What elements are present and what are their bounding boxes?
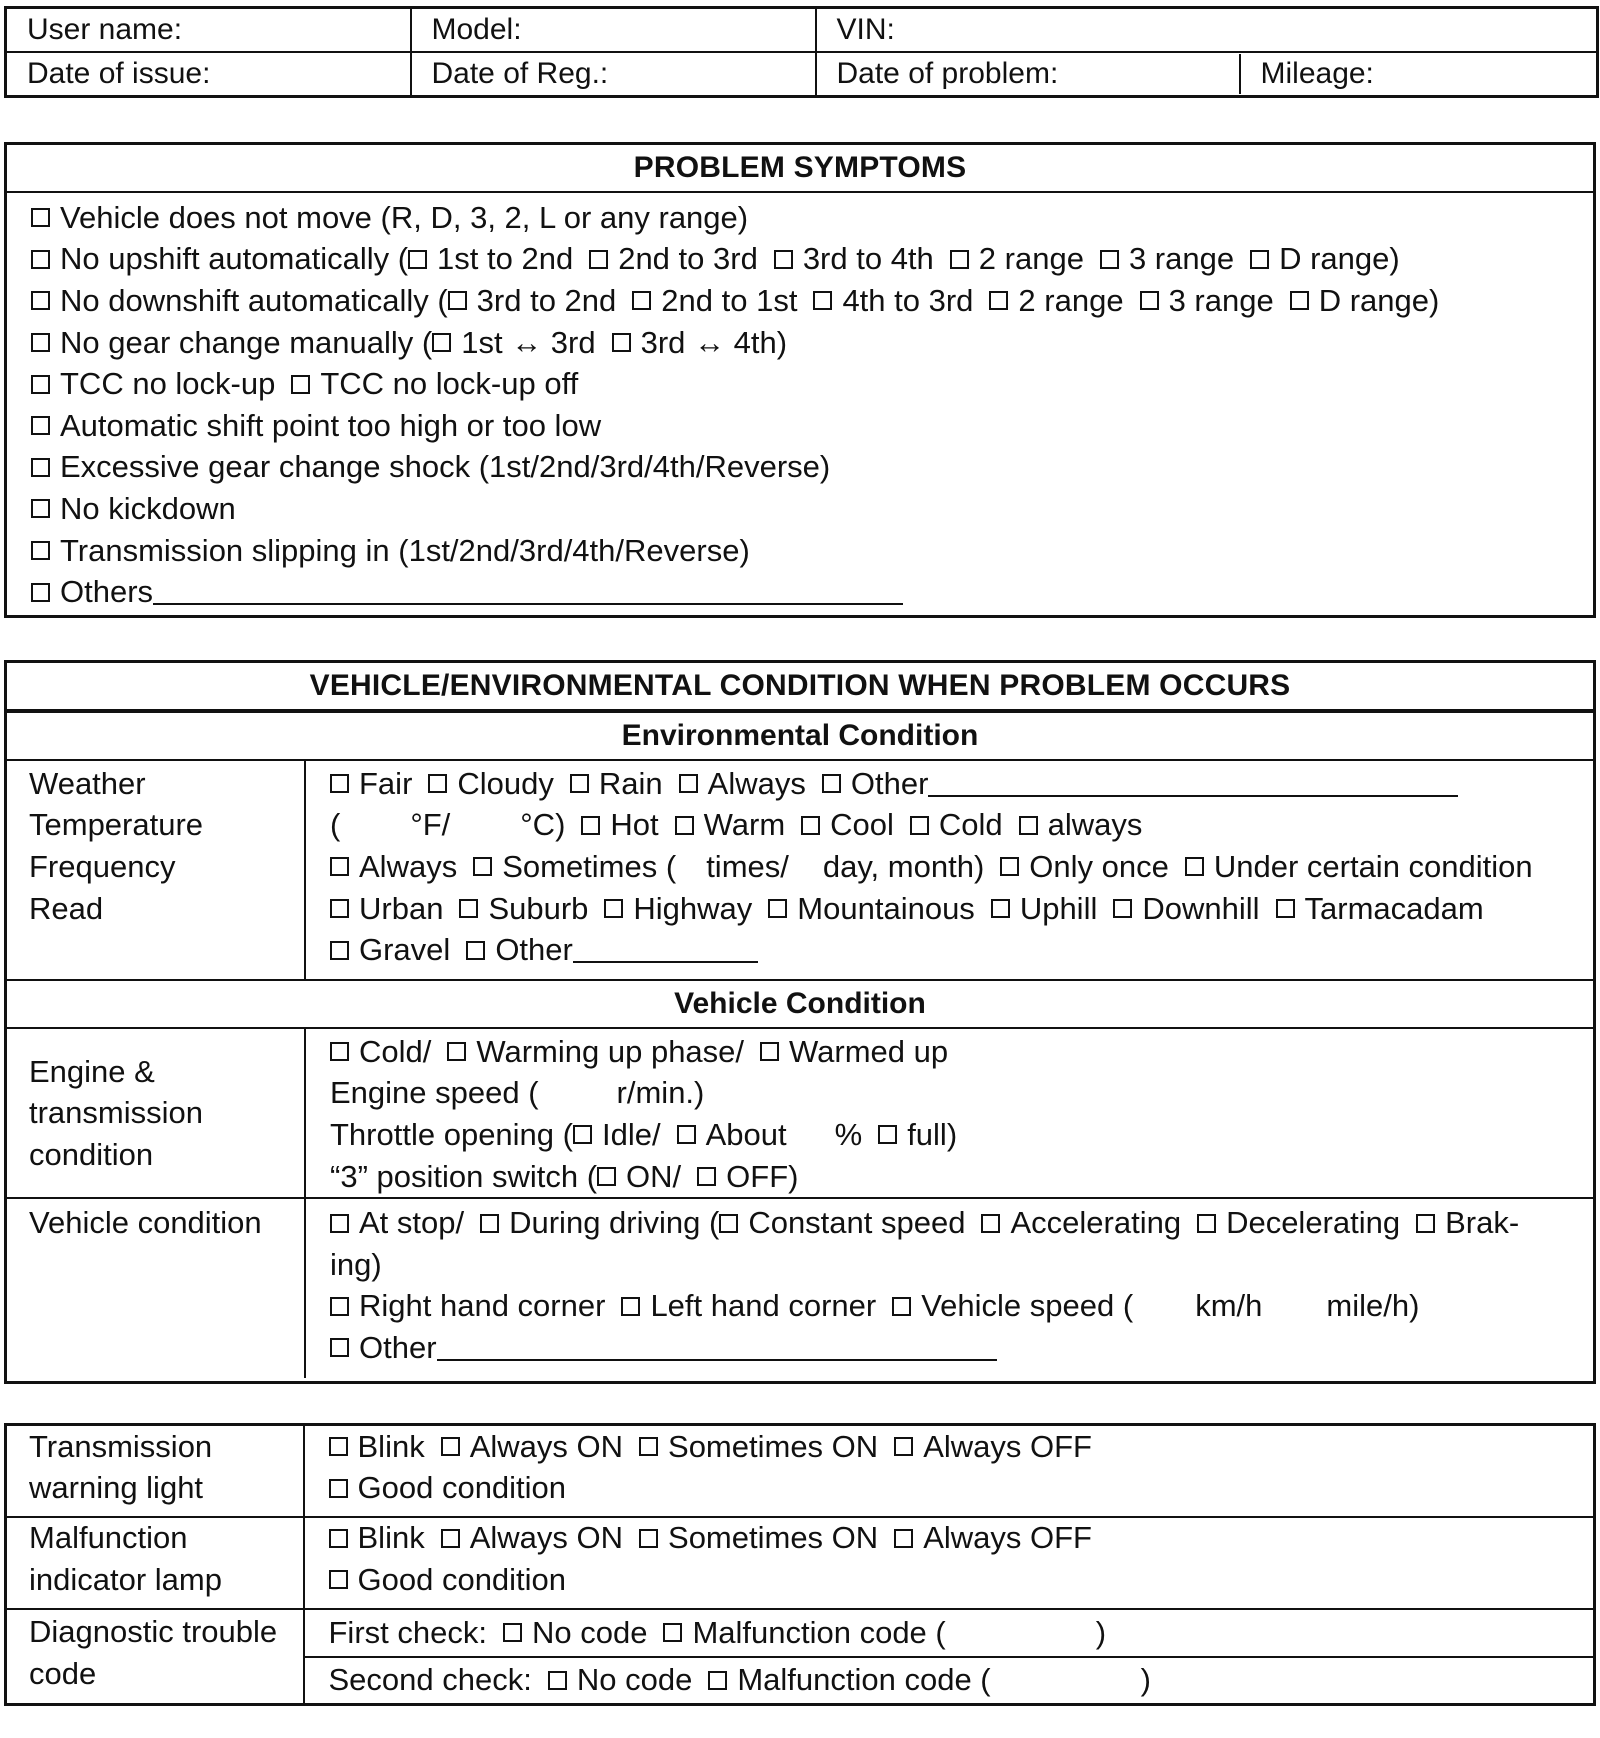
option-label: Cold/ — [359, 1033, 432, 1069]
dtc-label-cell — [6, 1609, 304, 1705]
vin-label: VIN: — [836, 13, 895, 46]
engine-speed-unit: r/min.) — [616, 1075, 705, 1111]
option-label: Rain — [598, 765, 663, 801]
option-label: Idle/ — [601, 1116, 661, 1152]
checkbox[interactable] — [604, 899, 623, 918]
option-label: 2 range — [978, 241, 1084, 277]
checkbox[interactable] — [31, 458, 50, 477]
vehicle-condition-label-cell — [7, 1198, 305, 1378]
checkbox[interactable] — [1140, 291, 1159, 310]
option-label: OFF) — [726, 1158, 799, 1194]
checkbox[interactable] — [589, 250, 608, 269]
checkbox[interactable] — [503, 1623, 522, 1642]
close-paren: ) — [1095, 1614, 1107, 1650]
driving-options-cont — [330, 1244, 1593, 1286]
mileage-field[interactable] — [1261, 57, 1374, 91]
checkbox[interactable] — [774, 250, 793, 269]
checkbox[interactable] — [408, 250, 427, 269]
option-label: Warming up phase/ — [476, 1033, 745, 1069]
date-of-reg-field[interactable] — [411, 52, 816, 97]
checkbox[interactable] — [892, 1297, 911, 1316]
driving-options — [330, 1202, 1593, 1244]
checkbox[interactable] — [894, 1437, 913, 1456]
option-label: Always — [359, 848, 458, 884]
symptom-label: No downshift automatically ( — [60, 282, 448, 318]
checkbox[interactable] — [329, 1529, 348, 1548]
symptom-line — [31, 239, 1593, 281]
checkbox[interactable] — [1019, 816, 1038, 835]
checkbox[interactable] — [1276, 899, 1295, 918]
option-label: Always — [707, 765, 806, 801]
checkbox[interactable] — [447, 1042, 466, 1061]
option-label: 3rd ↔ 4th) — [640, 324, 788, 360]
checkbox[interactable] — [330, 857, 349, 876]
twl-label-cell — [6, 1425, 304, 1517]
option-label: 2 range — [1018, 282, 1124, 318]
checkbox[interactable] — [31, 250, 50, 269]
option-label: ON/ — [626, 1158, 682, 1194]
corner-speed-options — [330, 1286, 1593, 1328]
option-label: Decelerating — [1226, 1205, 1401, 1241]
option-label: Other — [495, 932, 573, 968]
symptom-label: Excessive gear change shock (1st/2nd/3rd/4th/Reverse) — [60, 449, 831, 485]
checkbox[interactable] — [448, 291, 467, 310]
vehicle-other-line[interactable] — [437, 1335, 997, 1361]
option-label: Urban — [359, 890, 444, 926]
temp-f-label: °F/ — [410, 807, 451, 843]
twl-values — [304, 1425, 1595, 1517]
symptom-label: No gear change manually ( — [60, 324, 433, 360]
checkbox[interactable] — [878, 1125, 897, 1144]
vehicle-condition-label: Vehicle condition — [29, 1205, 262, 1241]
symptom-label: No upshift automatically ( — [60, 241, 409, 277]
twl-label: warning light — [29, 1470, 204, 1506]
checkbox[interactable] — [291, 375, 310, 394]
day-month-label: day, month) — [822, 848, 985, 884]
model-label: Model: — [431, 13, 522, 46]
option-label: At stop/ — [359, 1205, 465, 1241]
date-of-problem-label: Date of problem: — [836, 57, 1059, 90]
checkbox[interactable] — [548, 1671, 567, 1690]
checkbox[interactable] — [428, 774, 447, 793]
option-label: Constant speed — [748, 1205, 966, 1241]
mil-label: Malfunction — [29, 1520, 188, 1556]
option-label: Downhill — [1142, 890, 1260, 926]
checkbox[interactable] — [330, 1297, 349, 1316]
engine-speed-label: Engine speed ( — [330, 1075, 539, 1111]
checkbox[interactable] — [329, 1437, 348, 1456]
engine-label: condition — [29, 1136, 154, 1172]
checkbox[interactable] — [441, 1437, 460, 1456]
option-label: Cold — [938, 807, 1003, 843]
symptom-label: TCC no lock-up — [60, 366, 276, 402]
checkbox[interactable] — [31, 499, 50, 518]
times-label: times/ — [706, 848, 789, 884]
mil-good-row — [329, 1559, 1594, 1601]
checkbox[interactable] — [597, 1167, 616, 1186]
option-label: always — [1047, 807, 1143, 843]
checkbox[interactable] — [950, 250, 969, 269]
option-label: Hot — [610, 807, 659, 843]
checkbox[interactable] — [679, 774, 698, 793]
option-label: 2nd to 3rd — [618, 241, 758, 277]
checkbox[interactable] — [31, 375, 50, 394]
option-label: Brak- — [1445, 1205, 1520, 1241]
option-label: Warmed up — [789, 1033, 949, 1069]
option-label: 2nd to 1st — [661, 282, 798, 318]
checkbox[interactable] — [768, 899, 787, 918]
road-other-line[interactable] — [573, 937, 758, 963]
twl-label: Transmission — [29, 1428, 213, 1464]
warning-lights-table — [4, 1423, 1596, 1706]
checkbox[interactable] — [570, 774, 589, 793]
percent-label: % — [834, 1116, 863, 1152]
option-label: No code — [576, 1662, 693, 1698]
option-label: During driving ( — [509, 1205, 720, 1241]
user-name-field[interactable] — [6, 8, 411, 53]
checkbox[interactable] — [632, 291, 651, 310]
checkbox[interactable] — [441, 1529, 460, 1548]
throttle-row — [330, 1114, 1593, 1156]
problem-symptoms-title: PROBLEM SYMPTOMS — [7, 145, 1593, 193]
checkbox[interactable] — [1250, 250, 1269, 269]
checkbox[interactable] — [330, 1042, 349, 1061]
option-label: Malfunction code ( — [737, 1662, 991, 1698]
engine-label-cell — [7, 1028, 305, 1198]
checkbox[interactable] — [663, 1623, 682, 1642]
option-label: Gravel — [359, 932, 451, 968]
dtc-label: Diagnostic trouble — [29, 1614, 278, 1650]
first-check-row — [304, 1609, 1595, 1657]
checkbox[interactable] — [989, 291, 1008, 310]
option-label: Vehicle speed ( — [921, 1288, 1134, 1324]
vehicle-env-table — [7, 711, 1593, 1378]
symptom-line — [31, 280, 1593, 322]
option-label: D range) — [1318, 282, 1440, 318]
option-label: Under certain condition — [1213, 848, 1533, 884]
checkbox[interactable] — [822, 774, 841, 793]
temperature-label: Temperature — [29, 807, 204, 843]
weather-label: Weather — [29, 765, 146, 801]
checkbox[interactable] — [330, 941, 349, 960]
checkbox[interactable] — [31, 291, 50, 310]
checkbox[interactable] — [639, 1437, 658, 1456]
checkbox[interactable] — [1000, 857, 1019, 876]
checkbox[interactable] — [801, 816, 820, 835]
option-label: Warm — [703, 807, 786, 843]
twl-good-row — [329, 1468, 1594, 1510]
vehicle-env-section — [4, 660, 1596, 1384]
option-label: Highway — [633, 890, 753, 926]
mil-values — [304, 1517, 1595, 1609]
checkbox[interactable] — [31, 208, 50, 227]
engine-values — [305, 1028, 1593, 1198]
road-label: Read — [29, 890, 104, 926]
checkbox[interactable] — [473, 857, 492, 876]
option-label: Suburb — [488, 890, 589, 926]
checkbox[interactable] — [329, 1570, 348, 1589]
symptom-label: Automatic shift point too high or too low — [60, 407, 602, 443]
option-label: 3 range — [1128, 241, 1235, 277]
vehicle-other-row — [330, 1327, 1593, 1369]
checkbox[interactable] — [1416, 1214, 1435, 1233]
frequency-label: Frequency — [29, 848, 176, 884]
symptom-line — [31, 571, 1593, 613]
vehicle-condition-title: Vehicle Condition — [7, 980, 1593, 1028]
env-values — [305, 760, 1593, 980]
checkbox[interactable] — [621, 1297, 640, 1316]
checkbox[interactable] — [612, 333, 631, 352]
option-label: Sometimes ON — [668, 1520, 879, 1556]
option-label: Fair — [359, 765, 413, 801]
checkbox[interactable] — [573, 1125, 592, 1144]
symptom-line — [31, 447, 1593, 489]
dtc-label: code — [29, 1655, 97, 1691]
temp-open-paren: ( — [330, 807, 341, 843]
frequency-options — [330, 846, 1593, 888]
option-label: 3rd to 4th — [802, 241, 934, 277]
mil-label-cell — [6, 1517, 304, 1609]
vehicle-info-table — [4, 6, 1599, 98]
second-check-row — [304, 1657, 1595, 1705]
symptom-line — [31, 322, 1593, 364]
checkbox[interactable] — [675, 816, 694, 835]
checkbox[interactable] — [813, 291, 832, 310]
weather-other-line[interactable] — [928, 771, 1458, 797]
checkbox[interactable] — [329, 1479, 348, 1498]
option-label: Tarmacadam — [1304, 890, 1484, 926]
checkbox[interactable] — [981, 1214, 1000, 1233]
checkbox[interactable] — [719, 1214, 738, 1233]
problem-mileage-cell — [816, 52, 1598, 97]
option-label: Cool — [830, 807, 894, 843]
user-name-label: User name: — [27, 13, 183, 46]
option-label: 1st ↔ 3rd — [461, 324, 596, 360]
checkbox[interactable] — [31, 541, 50, 560]
position-switch-row — [330, 1156, 1593, 1198]
close-paren: ) — [1140, 1662, 1151, 1698]
temperature-options — [330, 805, 1593, 847]
option-label: Good condition — [357, 1470, 567, 1506]
option-label: Sometimes ON — [668, 1428, 879, 1464]
first-check-options — [329, 1611, 1594, 1655]
first-check-label: First check: — [328, 1614, 487, 1650]
option-label: Always ON — [469, 1520, 624, 1556]
option-label: D range) — [1279, 241, 1400, 277]
engine-label: transmission — [29, 1095, 203, 1131]
option-label: About — [705, 1116, 787, 1152]
checkbox[interactable] — [330, 1338, 349, 1357]
others-input-line[interactable] — [153, 579, 903, 605]
date-of-problem-field[interactable] — [837, 57, 1239, 91]
road-options — [330, 888, 1593, 930]
option-label: full) — [907, 1116, 958, 1152]
temp-c-label: °C) — [520, 807, 566, 843]
checkbox[interactable] — [1197, 1214, 1216, 1233]
checkbox[interactable] — [677, 1125, 696, 1144]
checkbox[interactable] — [1290, 291, 1309, 310]
checkbox[interactable] — [330, 1214, 349, 1233]
road-options-2 — [330, 929, 1593, 971]
env-condition-title: Environmental Condition — [7, 712, 1593, 760]
option-label: Mountainous — [797, 890, 975, 926]
checkbox[interactable] — [1113, 899, 1132, 918]
throttle-label: Throttle opening ( — [330, 1116, 573, 1152]
symptom-line — [31, 197, 1593, 239]
option-label: No code — [531, 1614, 648, 1650]
checkbox[interactable] — [466, 941, 485, 960]
position-switch-label: “3” position switch ( — [330, 1158, 598, 1194]
checkbox[interactable] — [760, 1042, 779, 1061]
env-labels — [7, 760, 305, 980]
mileh-label: mile/h) — [1326, 1288, 1420, 1324]
weather-options — [330, 763, 1593, 805]
symptom-label: No kickdown — [60, 490, 236, 526]
symptom-label: TCC no lock-up off — [320, 366, 579, 402]
symptom-line — [31, 488, 1593, 530]
problem-symptoms-section — [4, 142, 1596, 618]
option-label: 3 range — [1168, 282, 1274, 318]
checkbox[interactable] — [31, 416, 50, 435]
checkbox[interactable] — [432, 333, 451, 352]
symptom-list — [7, 193, 1593, 613]
option-label: Other — [850, 765, 929, 801]
engine-phase-options — [330, 1031, 1593, 1073]
checkbox[interactable] — [697, 1167, 716, 1186]
option-label: Left hand corner — [650, 1288, 877, 1324]
symptom-label: Transmission slipping in (1st/2nd/3rd/4th/Reverse) — [60, 532, 750, 568]
divider — [1239, 54, 1241, 94]
symptom-line — [31, 363, 1593, 405]
checkbox[interactable] — [991, 899, 1010, 918]
option-label: 4th to 3rd — [842, 282, 974, 318]
symptom-line — [31, 530, 1593, 572]
checkbox[interactable] — [330, 899, 349, 918]
vehicle-env-title: VEHICLE/ENVIRONMENTAL CONDITION WHEN PROBLEM OCCURS — [7, 663, 1593, 711]
vin-field[interactable] — [816, 8, 1598, 53]
checkbox[interactable] — [708, 1671, 727, 1690]
checkbox[interactable] — [639, 1529, 658, 1548]
mil-options — [329, 1518, 1594, 1560]
kmh-label: km/h — [1195, 1288, 1263, 1324]
date-of-issue-field[interactable] — [6, 52, 411, 97]
option-label: Always OFF — [923, 1428, 1092, 1464]
mileage-label: Mileage: — [1260, 57, 1374, 90]
date-of-reg-label: Date of Reg.: — [431, 57, 609, 90]
option-label: Accelerating — [1010, 1205, 1182, 1241]
checkbox[interactable] — [480, 1214, 499, 1233]
checkbox[interactable] — [910, 816, 929, 835]
option-label: Blink — [357, 1428, 425, 1464]
option-label: 3rd to 2nd — [476, 282, 617, 318]
checkbox[interactable] — [31, 333, 50, 352]
option-label: ing) — [330, 1246, 382, 1282]
option-label: Sometimes ( — [502, 848, 677, 884]
second-check-options — [329, 1658, 1594, 1702]
checkbox[interactable] — [894, 1529, 913, 1548]
option-label: Good condition — [357, 1561, 567, 1597]
symptom-label: Vehicle does not move (R, D, 3, 2, L or any range) — [60, 199, 749, 235]
symptom-line — [31, 405, 1593, 447]
option-label: Always OFF — [923, 1520, 1092, 1556]
vehicle-condition-values — [305, 1198, 1593, 1378]
checkbox[interactable] — [581, 816, 600, 835]
checkbox[interactable] — [459, 899, 478, 918]
checkbox[interactable] — [31, 583, 50, 602]
date-of-issue-label: Date of issue: — [27, 57, 211, 90]
option-label: Cloudy — [457, 765, 554, 801]
option-label: Blink — [357, 1520, 425, 1556]
second-check-label: Second check: — [328, 1662, 532, 1698]
option-label: Right hand corner — [359, 1288, 606, 1324]
checkbox[interactable] — [1185, 857, 1204, 876]
option-label: Malfunction code ( — [692, 1614, 946, 1650]
option-label: Uphill — [1019, 890, 1098, 926]
twl-options — [329, 1426, 1594, 1468]
checkbox[interactable] — [330, 774, 349, 793]
engine-speed-row — [330, 1073, 1593, 1115]
checkbox[interactable] — [1100, 250, 1119, 269]
option-label: 1st to 2nd — [437, 241, 574, 277]
option-label: Always ON — [469, 1428, 624, 1464]
engine-label: Engine & — [29, 1053, 155, 1089]
model-field[interactable] — [411, 8, 816, 53]
option-label: Only once — [1029, 848, 1169, 884]
option-label: Other — [359, 1329, 437, 1365]
mil-label: indicator lamp — [29, 1561, 222, 1597]
symptom-label: Others — [60, 574, 154, 610]
